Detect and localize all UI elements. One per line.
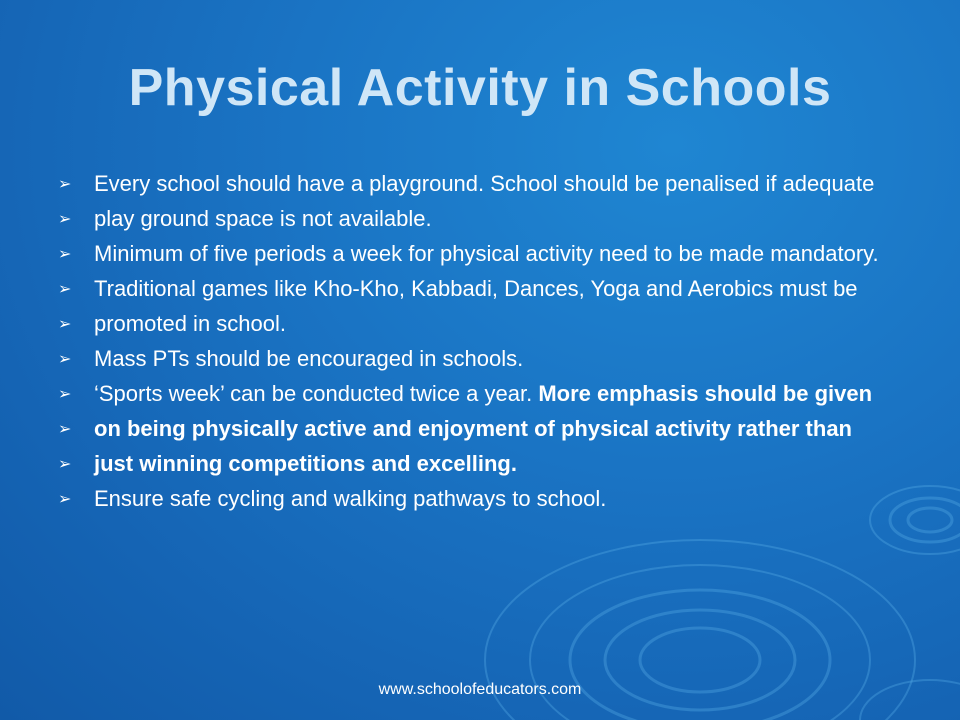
arrowhead-bullet-icon: ➢ [58, 281, 72, 298]
bullet-text: Ensure safe cycling and walking pathways to school. [94, 486, 607, 511]
bullet-text: on being physically active and enjoyment of physical activity rather than [94, 416, 852, 441]
bullet-item [58, 207, 888, 231]
arrowhead-bullet-icon: ➢ [58, 351, 72, 368]
bullet-text: Minimum of five periods a week for physical activity need to be made mandatory. [94, 241, 879, 266]
bullet-item [58, 242, 888, 266]
bullet-text: promoted in school. [94, 311, 286, 336]
arrowhead-bullet-icon: ➢ [58, 211, 72, 228]
footer-url: www.schoolofeducators.com [378, 681, 582, 698]
bullet-item [58, 312, 888, 336]
bullet-text: More emphasis should be given [538, 381, 873, 406]
arrowhead-bullet-icon: ➢ [58, 421, 72, 438]
arrowhead-bullet-icon: ➢ [58, 176, 72, 193]
slide-title: Physical Activity in Schools [128, 59, 832, 117]
bullet-item [58, 417, 888, 441]
bullet-text: Mass PTs should be encouraged in schools. [94, 346, 524, 371]
arrowhead-bullet-icon: ➢ [58, 456, 72, 473]
bullet-text: play ground space is not available. [94, 206, 432, 231]
arrowhead-bullet-icon: ➢ [58, 491, 72, 508]
arrowhead-bullet-icon: ➢ [58, 246, 72, 263]
bullet-text: Every school should have a playground. School should be penalised if adequate [94, 171, 875, 196]
bullet-item [58, 487, 888, 511]
arrowhead-bullet-icon: ➢ [58, 386, 72, 403]
arrowhead-bullet-icon: ➢ [58, 316, 72, 333]
bullet-item [58, 347, 888, 371]
bullet-text: Traditional games like Kho-Kho, Kabbadi, Dances, Yoga and Aerobics must be [94, 276, 858, 301]
bullet-item [58, 382, 888, 406]
bullet-item [58, 172, 888, 196]
bullet-item [58, 452, 888, 476]
bullet-item [58, 277, 888, 301]
bullet-text: just winning competitions and excelling. [94, 451, 517, 476]
bullet-text: ‘Sports week’ can be conducted twice a year. [94, 381, 539, 406]
bullet-list [58, 172, 888, 522]
